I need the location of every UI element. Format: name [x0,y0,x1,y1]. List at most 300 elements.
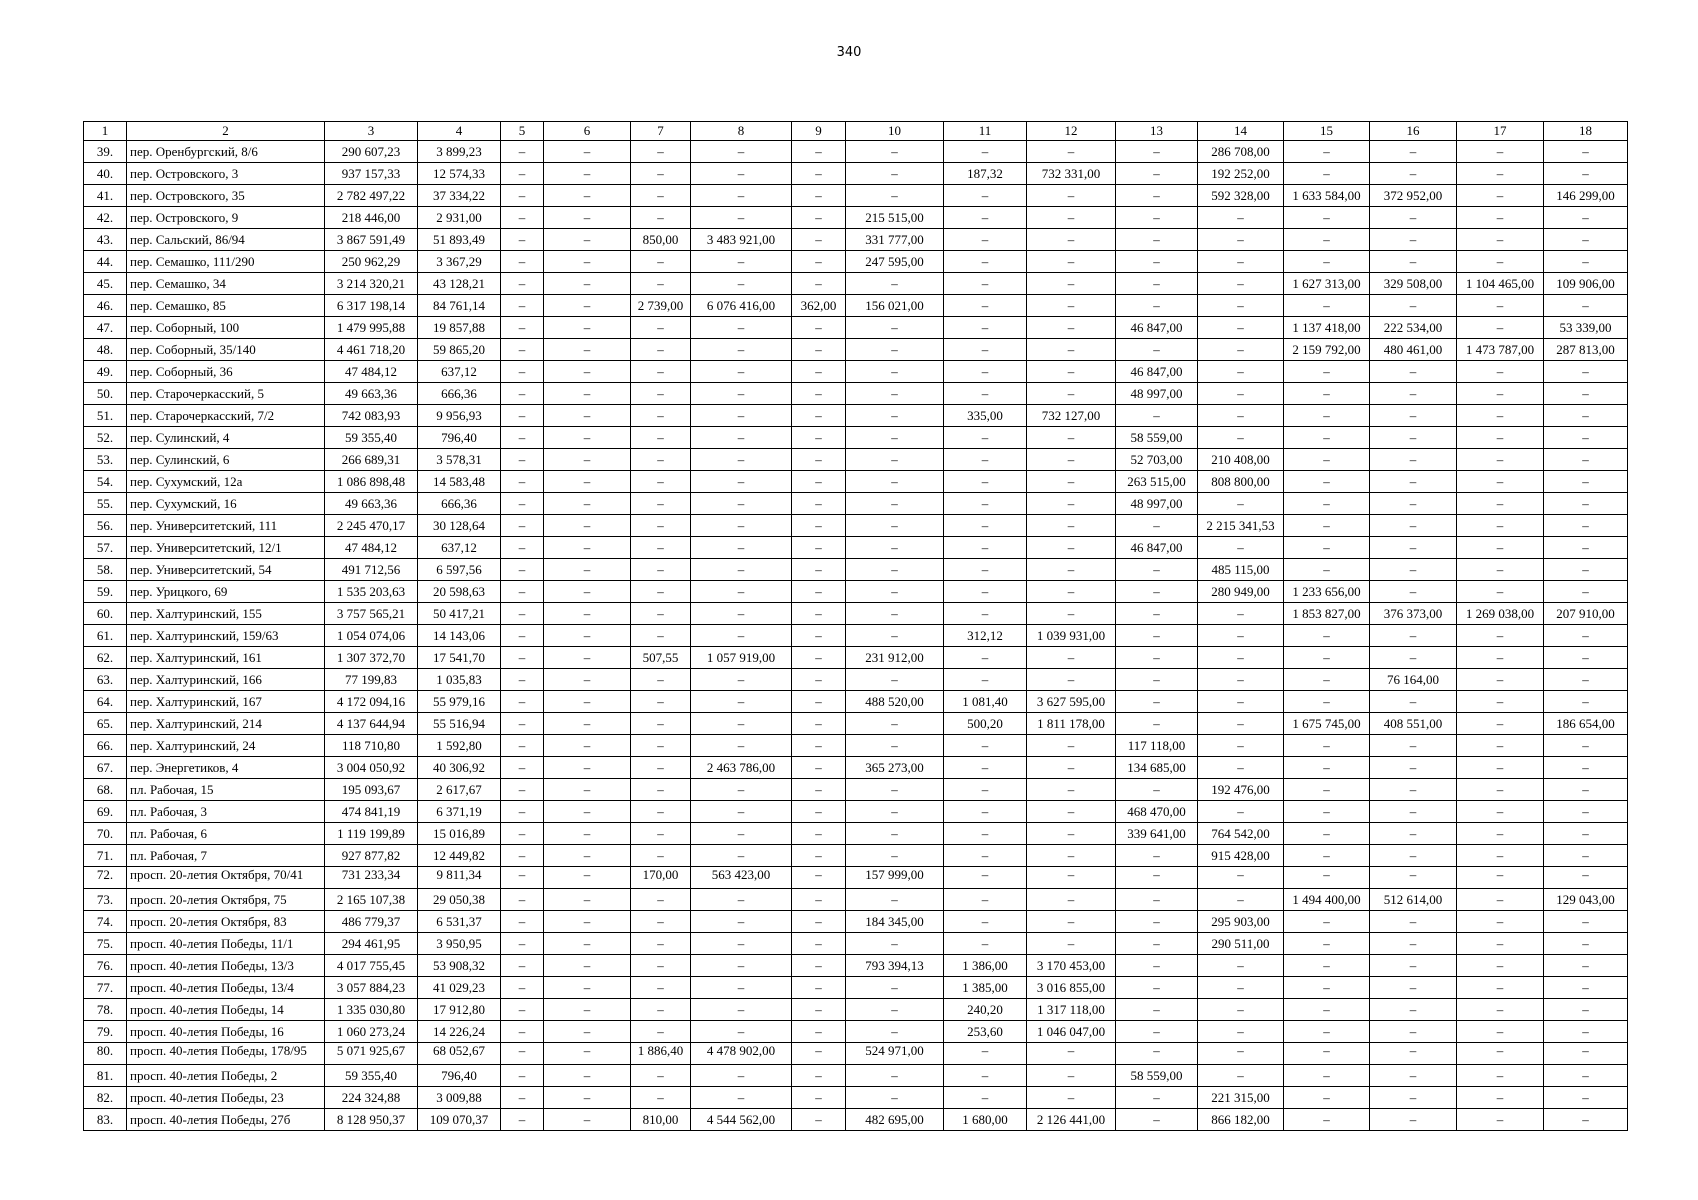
table-row [84,757,1628,779]
value-cell: 84 761,14 [418,295,501,317]
value-cell: – [1027,515,1116,537]
value-cell: – [1284,867,1370,889]
value-cell: – [1198,339,1284,361]
value-cell: – [691,493,792,515]
value-cell: – [544,405,631,427]
value-cell: – [1457,163,1544,185]
value-cell: – [1457,801,1544,823]
value-cell: – [544,1109,631,1131]
value-cell: 793 394,13 [846,955,944,977]
value-cell: 58 559,00 [1116,1065,1198,1087]
value-cell: 9 956,93 [418,405,501,427]
value-cell: – [1370,1065,1457,1087]
value-cell: – [1544,977,1628,999]
value-cell: – [792,1065,846,1087]
value-cell: – [501,955,544,977]
value-cell: – [501,361,544,383]
table-row [84,537,1628,559]
value-cell: – [944,251,1027,273]
value-cell: 207 910,00 [1544,603,1628,625]
address-cell: пер. Сулинский, 4 [127,427,325,449]
address-cell: пл. Рабочая, 7 [127,845,325,867]
value-cell: – [1027,581,1116,603]
value-cell: 266 689,31 [325,449,418,471]
address-cell: пер. Халтуринский, 24 [127,735,325,757]
value-cell: – [501,823,544,845]
value-cell: – [1198,1043,1284,1065]
address-cell: пер. Соборный, 100 [127,317,325,339]
column-header: 6 [544,122,631,141]
value-cell: – [1544,383,1628,405]
value-cell: 637,12 [418,361,501,383]
value-cell: – [1544,427,1628,449]
value-cell: – [1457,515,1544,537]
value-cell: – [1027,647,1116,669]
value-cell: – [1198,295,1284,317]
value-cell: 240,20 [944,999,1027,1021]
value-cell: – [631,361,691,383]
value-cell: – [1198,691,1284,713]
value-cell: – [1027,317,1116,339]
value-cell: – [1370,471,1457,493]
row-number-cell: 48. [84,339,127,361]
value-cell: 12 574,33 [418,163,501,185]
value-cell: – [1284,779,1370,801]
value-cell: – [691,735,792,757]
value-cell: 2 126 441,00 [1027,1109,1116,1131]
value-cell: – [1370,537,1457,559]
address-cell: просп. 20-летия Октября, 83 [127,911,325,933]
table-row [84,559,1628,581]
value-cell: 29 050,38 [418,889,501,911]
value-cell: 491 712,56 [325,559,418,581]
value-cell: – [544,251,631,273]
value-cell: 500,20 [944,713,1027,735]
address-cell: пл. Рабочая, 15 [127,779,325,801]
value-cell: – [846,427,944,449]
value-cell: 6 531,37 [418,911,501,933]
value-cell: – [691,911,792,933]
value-cell: 408 551,00 [1370,713,1457,735]
value-cell: – [501,757,544,779]
value-cell: – [792,185,846,207]
table-row [84,581,1628,603]
value-cell: 51 893,49 [418,229,501,251]
value-cell: – [792,735,846,757]
value-cell: – [501,867,544,889]
value-cell: – [691,339,792,361]
value-cell: 192 252,00 [1198,163,1284,185]
value-cell: – [1284,383,1370,405]
value-cell: – [544,471,631,493]
value-cell: – [1027,889,1116,911]
value-cell: – [1027,1043,1116,1065]
value-cell: – [544,977,631,999]
column-header: 13 [1116,122,1198,141]
value-cell: – [792,229,846,251]
value-cell: – [1027,471,1116,493]
value-cell: – [1284,361,1370,383]
value-cell: – [1544,735,1628,757]
value-cell: – [792,647,846,669]
column-header: 8 [691,122,792,141]
address-cell: пер. Сухумский, 12а [127,471,325,493]
value-cell: 17 541,70 [418,647,501,669]
value-cell: 68 052,67 [418,1043,501,1065]
value-cell: – [1370,867,1457,889]
table-row [84,625,1628,647]
value-cell: – [1027,735,1116,757]
value-cell: 4 137 644,94 [325,713,418,735]
row-number-cell: 68. [84,779,127,801]
value-cell: – [1457,779,1544,801]
value-cell: – [1544,1021,1628,1043]
value-cell: – [1544,1065,1628,1087]
value-cell: – [544,185,631,207]
value-cell: – [544,537,631,559]
value-cell: – [944,845,1027,867]
value-cell: – [501,559,544,581]
value-cell: – [944,295,1027,317]
value-cell: – [544,779,631,801]
address-cell: просп. 40-летия Победы, 178/95 [127,1043,325,1065]
value-cell: – [544,713,631,735]
column-header: 1 [84,122,127,141]
value-cell: – [1116,273,1198,295]
address-cell: пер. Старочеркасский, 7/2 [127,405,325,427]
value-cell: – [691,383,792,405]
value-cell: 563 423,00 [691,867,792,889]
value-cell: 1 335 030,80 [325,999,418,1021]
table-row [84,911,1628,933]
value-cell: – [1544,955,1628,977]
value-cell: – [944,757,1027,779]
value-cell: – [846,559,944,581]
address-cell: пер. Университетский, 12/1 [127,537,325,559]
table-row [84,647,1628,669]
value-cell: – [1457,295,1544,317]
value-cell: – [1457,1043,1544,1065]
value-cell: – [846,537,944,559]
table-row [84,889,1628,911]
row-number-cell: 49. [84,361,127,383]
value-cell: – [691,141,792,163]
value-cell: 742 083,93 [325,405,418,427]
value-cell: – [1457,735,1544,757]
value-cell: – [631,207,691,229]
value-cell: – [544,735,631,757]
table-row [84,713,1628,735]
value-cell: – [792,867,846,889]
value-cell: – [1284,1109,1370,1131]
header-row [84,122,1628,141]
value-cell: 372 952,00 [1370,185,1457,207]
row-number-cell: 69. [84,801,127,823]
value-cell: – [1027,185,1116,207]
value-cell: – [1370,779,1457,801]
value-cell: – [1284,251,1370,273]
value-cell: – [1027,383,1116,405]
value-cell: – [1370,647,1457,669]
value-cell: – [1116,955,1198,977]
value-cell: 1 494 400,00 [1284,889,1370,911]
table-body [84,141,1628,1131]
value-cell: 41 029,23 [418,977,501,999]
value-cell: – [1544,537,1628,559]
value-cell: 1 269 038,00 [1457,603,1544,625]
value-cell: 6 371,19 [418,801,501,823]
value-cell: – [1370,999,1457,1021]
address-cell: просп. 20-летия Октября, 75 [127,889,325,911]
value-cell: – [1198,999,1284,1021]
address-cell: просп. 40-летия Победы, 14 [127,999,325,1021]
value-cell: – [1116,515,1198,537]
value-cell: – [1370,581,1457,603]
value-cell: – [1457,185,1544,207]
value-cell: – [544,911,631,933]
value-cell: – [501,515,544,537]
value-cell: – [1457,823,1544,845]
value-cell: 666,36 [418,383,501,405]
value-cell: – [544,515,631,537]
value-cell: 30 128,64 [418,515,501,537]
value-cell: – [544,1021,631,1043]
value-cell: 290 511,00 [1198,933,1284,955]
value-cell: 3 867 591,49 [325,229,418,251]
data-table [83,121,1628,1131]
value-cell: – [1027,1065,1116,1087]
value-cell: – [631,603,691,625]
value-cell: – [1544,669,1628,691]
value-cell: – [1198,647,1284,669]
value-cell: – [631,427,691,449]
row-number-cell: 76. [84,955,127,977]
value-cell: – [792,757,846,779]
value-cell: – [1284,911,1370,933]
value-cell: 286 708,00 [1198,141,1284,163]
value-cell: 77 199,83 [325,669,418,691]
row-number-cell: 50. [84,383,127,405]
value-cell: – [1284,1065,1370,1087]
row-number-cell: 58. [84,559,127,581]
value-cell: – [1544,559,1628,581]
value-cell: – [944,317,1027,339]
value-cell: – [1370,933,1457,955]
value-cell: – [1370,801,1457,823]
value-cell: 507,55 [631,647,691,669]
value-cell: – [501,625,544,647]
value-cell: 2 245 470,17 [325,515,418,537]
column-header: 11 [944,122,1027,141]
table-row [84,1021,1628,1043]
table-row [84,735,1628,757]
row-number-cell: 40. [84,163,127,185]
value-cell: – [1370,141,1457,163]
value-cell: – [501,229,544,251]
value-cell: – [1457,867,1544,889]
value-cell: 1 886,40 [631,1043,691,1065]
value-cell: 117 118,00 [1116,735,1198,757]
value-cell: – [544,1065,631,1087]
value-cell: 221 315,00 [1198,1087,1284,1109]
value-cell: 253,60 [944,1021,1027,1043]
table-row [84,383,1628,405]
value-cell: – [631,1021,691,1043]
value-cell: – [1544,295,1628,317]
row-number-cell: 59. [84,581,127,603]
value-cell: – [944,823,1027,845]
value-cell: – [544,757,631,779]
value-cell: 247 595,00 [846,251,944,273]
value-cell: – [1284,999,1370,1021]
address-cell: пер. Университетский, 54 [127,559,325,581]
value-cell: – [1198,383,1284,405]
value-cell: – [544,207,631,229]
value-cell: – [1284,757,1370,779]
value-cell: – [1284,163,1370,185]
value-cell: 3 214 320,21 [325,273,418,295]
value-cell: 524 971,00 [846,1043,944,1065]
value-cell: – [544,801,631,823]
value-cell: – [944,339,1027,361]
value-cell: – [544,647,631,669]
value-cell: – [1027,823,1116,845]
value-cell: 2 739,00 [631,295,691,317]
value-cell: – [691,185,792,207]
address-cell: пер. Урицкого, 69 [127,581,325,603]
value-cell: – [1198,537,1284,559]
address-cell: пер. Халтуринский, 214 [127,713,325,735]
value-cell: 488 520,00 [846,691,944,713]
value-cell: 1 060 273,24 [325,1021,418,1043]
value-cell: – [1116,207,1198,229]
row-number-cell: 41. [84,185,127,207]
value-cell: 3 009,88 [418,1087,501,1109]
value-cell: – [792,1087,846,1109]
table-row [84,471,1628,493]
value-cell: – [501,933,544,955]
value-cell: – [1027,779,1116,801]
value-cell: – [1544,625,1628,647]
table-row [84,823,1628,845]
value-cell: – [1284,229,1370,251]
value-cell: – [691,361,792,383]
address-cell: просп. 40-летия Победы, 13/4 [127,977,325,999]
value-cell: – [1544,449,1628,471]
value-cell: 1 317 118,00 [1027,999,1116,1021]
value-cell: 5 071 925,67 [325,1043,418,1065]
row-number-cell: 83. [84,1109,127,1131]
value-cell: – [1457,493,1544,515]
value-cell: – [691,427,792,449]
value-cell: – [1544,361,1628,383]
value-cell: 2 617,67 [418,779,501,801]
value-cell: – [1457,229,1544,251]
row-number-cell: 65. [84,713,127,735]
value-cell: – [544,823,631,845]
address-cell: пер. Сальский, 86/94 [127,229,325,251]
row-number-cell: 51. [84,405,127,427]
value-cell: – [944,537,1027,559]
value-cell: 218 446,00 [325,207,418,229]
value-cell: 512 614,00 [1370,889,1457,911]
value-cell: – [944,207,1027,229]
value-cell: – [691,1021,792,1043]
value-cell: – [1457,317,1544,339]
value-cell: – [1457,559,1544,581]
row-number-cell: 71. [84,845,127,867]
value-cell: – [1198,669,1284,691]
row-number-cell: 81. [84,1065,127,1087]
value-cell: 1 627 313,00 [1284,273,1370,295]
value-cell: – [1457,647,1544,669]
address-cell: пер. Оренбургский, 8/6 [127,141,325,163]
value-cell: – [1116,647,1198,669]
value-cell: – [846,405,944,427]
value-cell: – [1370,1021,1457,1043]
value-cell: – [1370,163,1457,185]
value-cell: – [691,537,792,559]
value-cell: 474 841,19 [325,801,418,823]
value-cell: 4 172 094,16 [325,691,418,713]
value-cell: – [631,537,691,559]
value-cell: – [792,801,846,823]
address-cell: пер. Халтуринский, 159/63 [127,625,325,647]
value-cell: – [1370,977,1457,999]
column-header: 7 [631,122,691,141]
value-cell: 118 710,80 [325,735,418,757]
value-cell: 76 164,00 [1370,669,1457,691]
value-cell: – [846,515,944,537]
value-cell: – [944,229,1027,251]
value-cell: – [691,933,792,955]
value-cell: – [1116,1109,1198,1131]
address-cell: пер. Энергетиков, 4 [127,757,325,779]
value-cell: – [501,493,544,515]
value-cell: – [846,273,944,295]
value-cell: – [691,625,792,647]
value-cell: – [501,1065,544,1087]
value-cell: – [631,273,691,295]
row-number-cell: 70. [84,823,127,845]
table-row [84,449,1628,471]
value-cell: 2 463 786,00 [691,757,792,779]
value-cell: – [631,405,691,427]
value-cell: – [631,999,691,1021]
value-cell: 14 583,48 [418,471,501,493]
value-cell: 14 143,06 [418,625,501,647]
value-cell: – [501,273,544,295]
value-cell: 2 159 792,00 [1284,339,1370,361]
value-cell: – [846,603,944,625]
row-number-cell: 78. [84,999,127,1021]
value-cell: – [544,559,631,581]
value-cell: 187,32 [944,163,1027,185]
value-cell: – [1457,713,1544,735]
table-row [84,229,1628,251]
value-cell: – [846,383,944,405]
value-cell: – [1457,955,1544,977]
table-row [84,207,1628,229]
table-row [84,493,1628,515]
value-cell: – [631,339,691,361]
value-cell: – [1116,933,1198,955]
value-cell: – [501,383,544,405]
value-cell: – [544,955,631,977]
value-cell: – [691,801,792,823]
value-cell: 365 273,00 [846,757,944,779]
value-cell: – [944,471,1027,493]
